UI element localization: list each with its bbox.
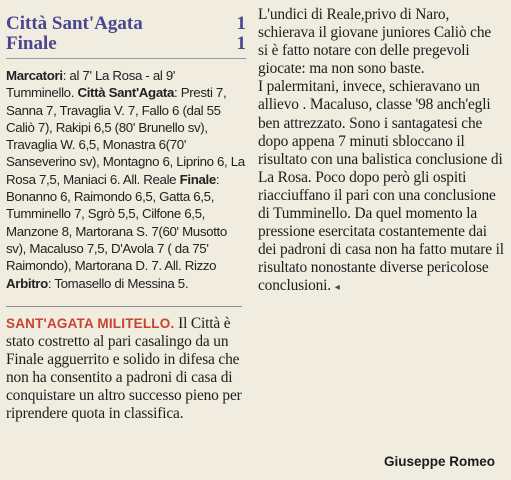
arbitro-label: Arbitro xyxy=(6,275,48,291)
team2-lineup: : Bonanno 6, Raimondo 6,5, Gatta 6,5, Tumminello 7, Sgrò 5,5, Cilfone 6,5, Manzone 8, Martorana S. 7(60' Musotto sv), Macaluso 7,5, D'Avola 7 ( da 75' Raimondo), Martorana D. 7. All. Rizzo xyxy=(6,171,227,274)
article-body-left xyxy=(6,315,246,424)
arbitro-text: : Tomasello di Messina 5. xyxy=(47,275,189,291)
score-row-away xyxy=(6,34,246,54)
team1-label: Città Sant'Agata xyxy=(77,85,174,101)
match-report-box xyxy=(6,67,246,292)
end-mark-icon: ◂ xyxy=(334,282,340,294)
away-team-name: Finale xyxy=(6,33,57,54)
article-paragraph-2-text: I palermitani, invece, schieravano un allievo . Macaluso, classe '98 anch'egli ben attrezzato. Sono i santagatesi che dopo appena 7 minuti sbloccano il risultato con una balistica conclusione di La Rosa. Poco dopo però gli ospiti riacciuffano il pari con una conclusione di Tumminello. Da quel momento la pressione esercitata costantemente dai dei padroni di casa non ha fatto mutare il risultato nonostante diverse pericolose conclusioni. xyxy=(258,78,504,295)
scoreboard xyxy=(6,14,246,59)
article-kicker: SANT'AGATA MILITELLO. xyxy=(6,315,175,331)
home-team-score: 1 xyxy=(236,13,246,34)
team2-label: Finale xyxy=(179,171,216,187)
left-column xyxy=(6,14,246,423)
marcatori-text: : al 7' La Rosa - al 9' Tumminello. xyxy=(6,68,176,101)
article-paragraph-2 xyxy=(258,78,504,297)
home-team-name: Città Sant'Agata xyxy=(6,13,143,34)
article-paragraph-1: L'undici di Reale,privo di Naro, schierava il giovane juniores Caliò che si è fatto notare con delle pregevoli giocate: ma non sono baste. xyxy=(258,6,492,78)
team1-lineup: : Presti 7, Sanna 7, Travaglia V. 7, Fallo 6 (dal 55 Caliò 7), Rakipi 6,5 (80' Brunello sv), Travaglia W. 6,5, Monastra 6(70' Sanseverino sv), Montagno 6, Liprino 6, La Rosa 7,5, Maniaci 6. All. Reale xyxy=(6,85,245,187)
marcatori-label: Marcatori xyxy=(6,68,63,83)
right-column xyxy=(258,6,504,298)
away-team-score: 1 xyxy=(236,33,246,54)
score-row-home xyxy=(6,14,246,34)
article-lead: Il Città è stato costretto al pari casalingo da un Finale agguerrito e solido in difesa che non ha consentito a padroni di casa di conquistare un altro successo pieno per riprendere quota in classifica. xyxy=(6,314,242,423)
author-signature: Giuseppe Romeo xyxy=(383,454,495,469)
section-divider xyxy=(6,306,242,307)
